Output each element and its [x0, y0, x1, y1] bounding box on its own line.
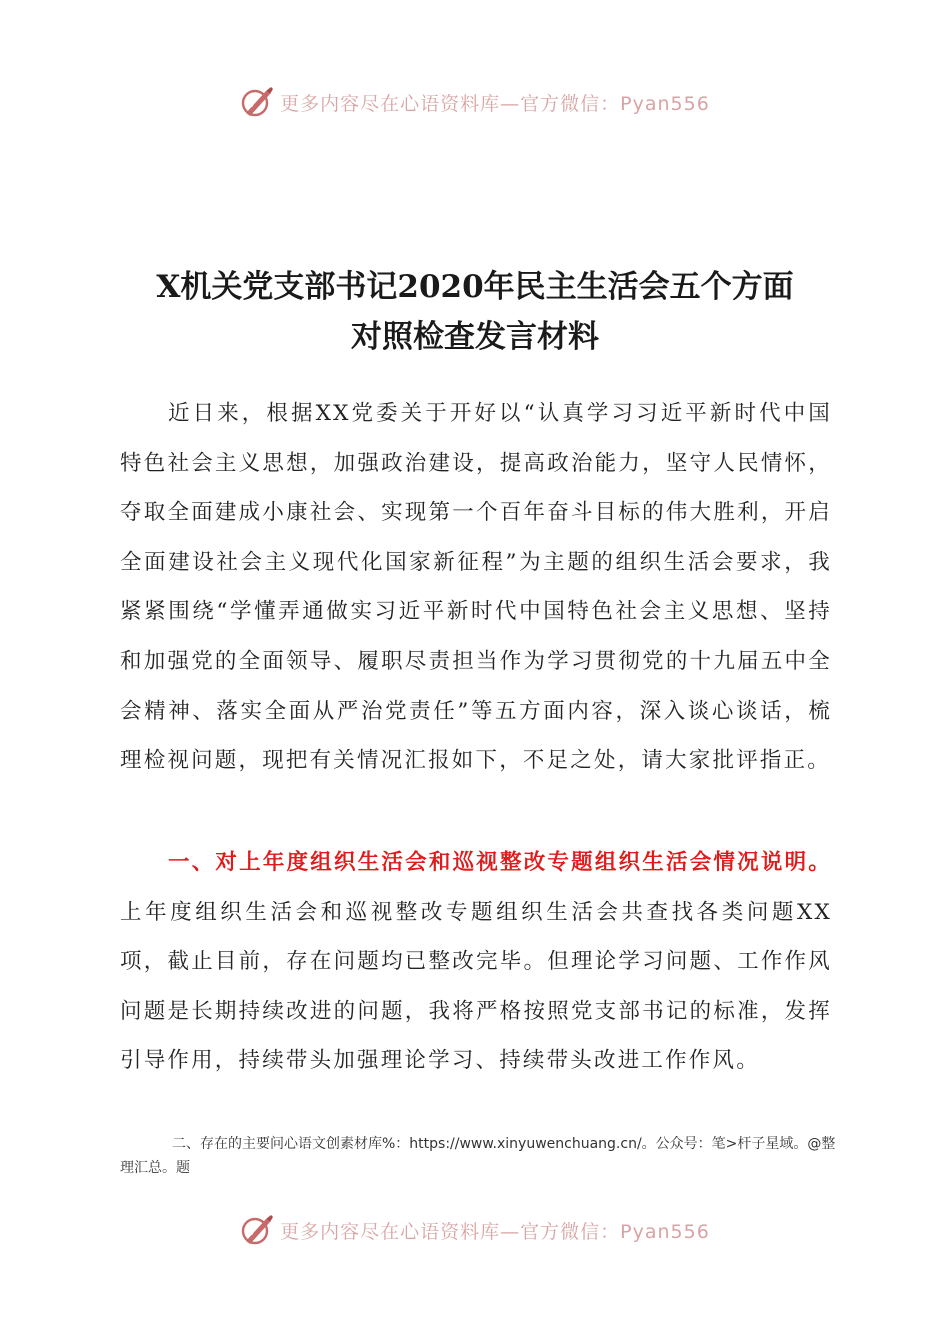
footnote-text: 二、存在的主要问心语文创素材库%：https://www.xinyuwenchuang.cn/。公众号：笔>杆子星域。@整理汇总。题: [120, 1136, 836, 1176]
intro-paragraph: 近日来，根据XX党委关于开好以“认真学习习近平新时代中国特色社会主义思想，加强政治建设，提高政治能力，坚守人民情怀，夺取全面建成小康社会、实现第一个百年奋斗目标的伟大胜利，开启全面建设社会主义现代化国家新征程”为主题的组织生活会要求，我紧紧围绕“学懂弄通做实习近平新时代中国特色社会主义思想、坚持和加强党的全面领导、履职尽责担当作为学习贯彻党的十九届五中全会精神、落实全面从严治党责任”等五方面内容，深入谈心谈话，梳理检视问题，现把有关情况汇报如下，不足之处，请大家批评指正。: [120, 401, 832, 774]
watermark-footer: [0, 1210, 950, 1250]
watermark-text: 更多内容尽在心语资料库—官方微信：Pyan556: [280, 92, 710, 115]
watermark-header: [0, 82, 950, 122]
section-1-heading: 一、对上年度组织生活会和巡视整改专题组织生活会情况说明。: [168, 850, 832, 875]
document-title-line-1: X机关党支部书记2020年民主生活会五个方面: [156, 269, 794, 305]
section-1-paragraph: [120, 838, 832, 1086]
watermark-text: 更多内容尽在心语资料库—官方微信：Pyan556: [280, 1220, 710, 1243]
watermark-wechat-id: Pyan556: [620, 92, 710, 115]
document-title-line-2: 对照检查发言材料: [351, 319, 599, 355]
pen-logo-icon: [240, 85, 274, 119]
watermark-wechat-id: Pyan556: [620, 1220, 710, 1243]
section-1-body: 上年度组织生活会和巡视整改专题组织生活会共查找各类问题XX项，截止目前，存在问题均已整改完毕。但理论学习问题、工作作风问题是长期持续改进的问题，我将严格按照党支部书记的标准，发挥引导作用，持续带头加强理论学习、持续带头改进工作作风。: [120, 899, 832, 1074]
pen-logo-icon: [240, 1213, 274, 1247]
